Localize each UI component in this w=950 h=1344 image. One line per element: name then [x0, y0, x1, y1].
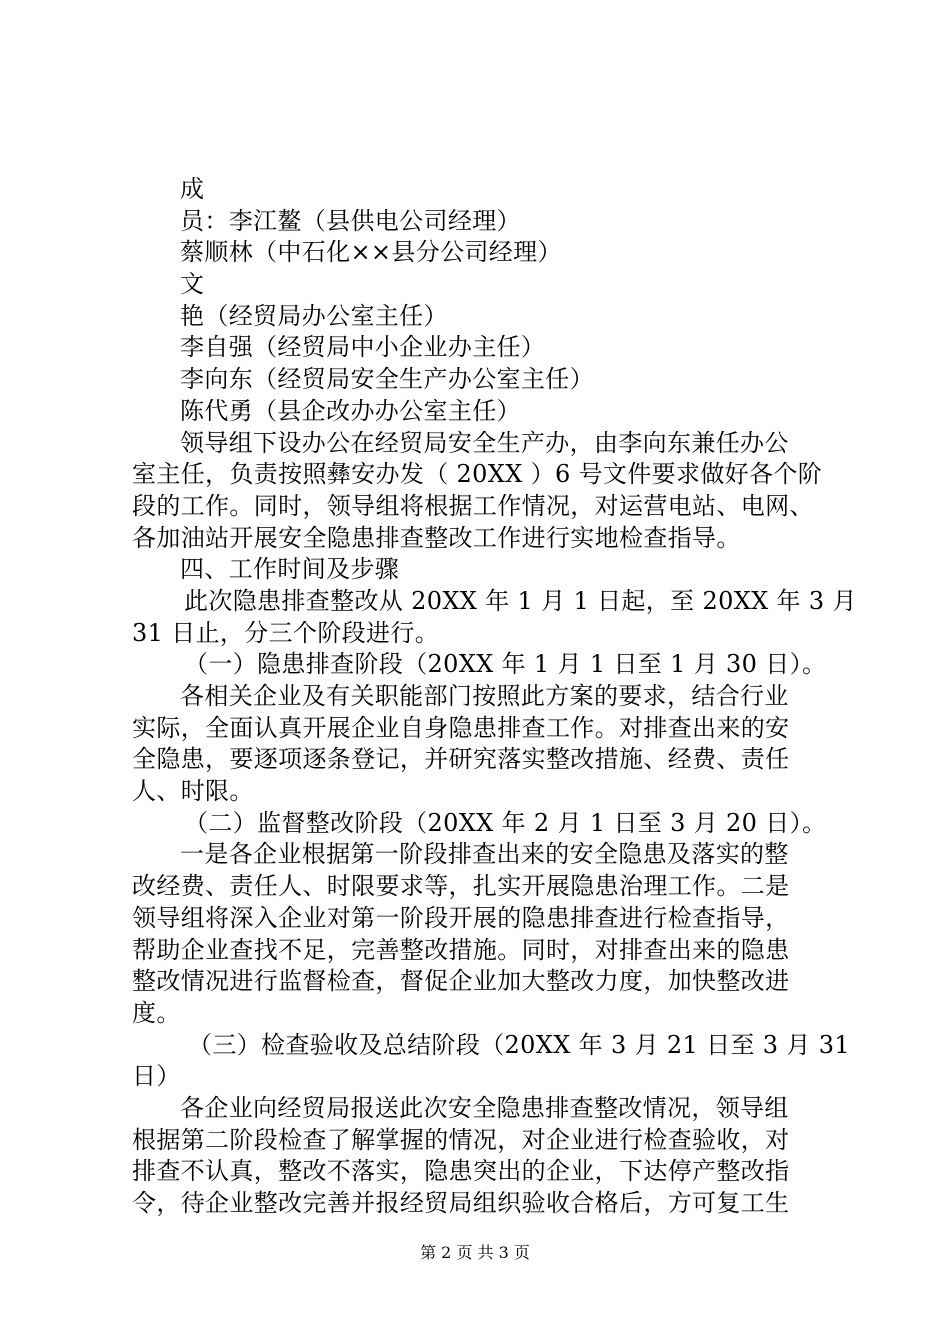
- text-line: 全隐患，要逐项逐条登记，并研究落实整改措施、经费、责任: [132, 745, 790, 774]
- text-line: 排查不认真，整改不落实，隐患突出的企业，下达停产整改指: [132, 1157, 790, 1186]
- text-line: 人、时限。: [132, 777, 254, 806]
- text-line: 各相关企业及有关职能部门按照此方案的要求，结合行业: [180, 682, 789, 710]
- text-line: 日）: [132, 1062, 181, 1091]
- text-line: 实际，全面认真开展企业自身隐患排查工作。对排查出来的安: [132, 713, 790, 742]
- text-line: 整改情况进行监督检查，督促企业加大整改力度，加快整改进: [132, 967, 790, 996]
- text-line: 四、工作时间及步骤: [180, 555, 400, 584]
- text-line: 室主任，负责按照彝安办发（ 20XX ）6 号文件要求做好各个阶: [132, 460, 823, 489]
- text-line: 蔡顺林（中石化××县分公司经理）: [180, 238, 562, 267]
- text-line: 各加油站开展安全隐患排查整改工作进行实地检查指导。: [132, 523, 741, 552]
- text-line: 度。: [132, 998, 181, 1027]
- text-line: （一）隐患排查阶段（20XX 年 1 月 1 日至 1 月 30 日）。: [184, 650, 827, 679]
- text-line: 此次隐患排查整改从 20XX 年 1 月 1 日起，至 20XX 年 3 月: [184, 586, 857, 615]
- text-line: 改经费、责任人、时限要求等，扎实开展隐患治理工作。二是: [132, 872, 790, 901]
- text-line: 帮助企业查找不足，完善整改措施。同时，对排查出来的隐患: [132, 935, 790, 964]
- text-line: 员：李江鳌（县供电公司经理）: [180, 206, 521, 235]
- text-line: 根据第二阶段检查了解掌握的情况，对企业进行检查验收，对: [132, 1125, 790, 1154]
- text-line: （二）监督整改阶段（20XX 年 2 月 1 日至 3 月 20 日）。: [184, 808, 827, 837]
- text-line: 李自强（经贸局中小企业办主任）: [180, 333, 546, 362]
- text-line: （三）检查验收及总结阶段（20XX 年 3 月 21 日至 3 月 31: [188, 1030, 850, 1059]
- text-line: 成: [180, 175, 205, 203]
- text-line: 李向东（经贸局安全生产办公室主任）: [180, 365, 594, 394]
- page-footer: 第 2 页 共 3 页: [420, 1243, 530, 1262]
- text-line: 艳（经贸局办公室主任）: [180, 301, 448, 330]
- text-line: 31 日止，分三个阶段进行。: [132, 618, 440, 647]
- text-line: 陈代勇（县企改办办公室主任）: [180, 396, 521, 425]
- text-line: 领导组将深入企业对第一阶段开展的隐患排查进行检查指导，: [132, 903, 790, 932]
- text-line: 各企业向经贸局报送此次安全隐患排查整改情况，领导组: [180, 1093, 789, 1122]
- text-line: 令，待企业整改完善并报经贸局组织验收合格后，方可复工生: [132, 1189, 790, 1217]
- text-line: 文: [180, 270, 205, 299]
- text-line: 一是各企业根据第一阶段排查出来的安全隐患及落实的整: [180, 840, 789, 869]
- document-body: [132, 174, 857, 1220]
- text-line: 段的工作。同时，领导组将根据工作情况，对运营电站、电网、: [132, 491, 814, 520]
- text-line: 领导组下设办公在经贸局安全生产办，由李向东兼任办公: [180, 428, 789, 457]
